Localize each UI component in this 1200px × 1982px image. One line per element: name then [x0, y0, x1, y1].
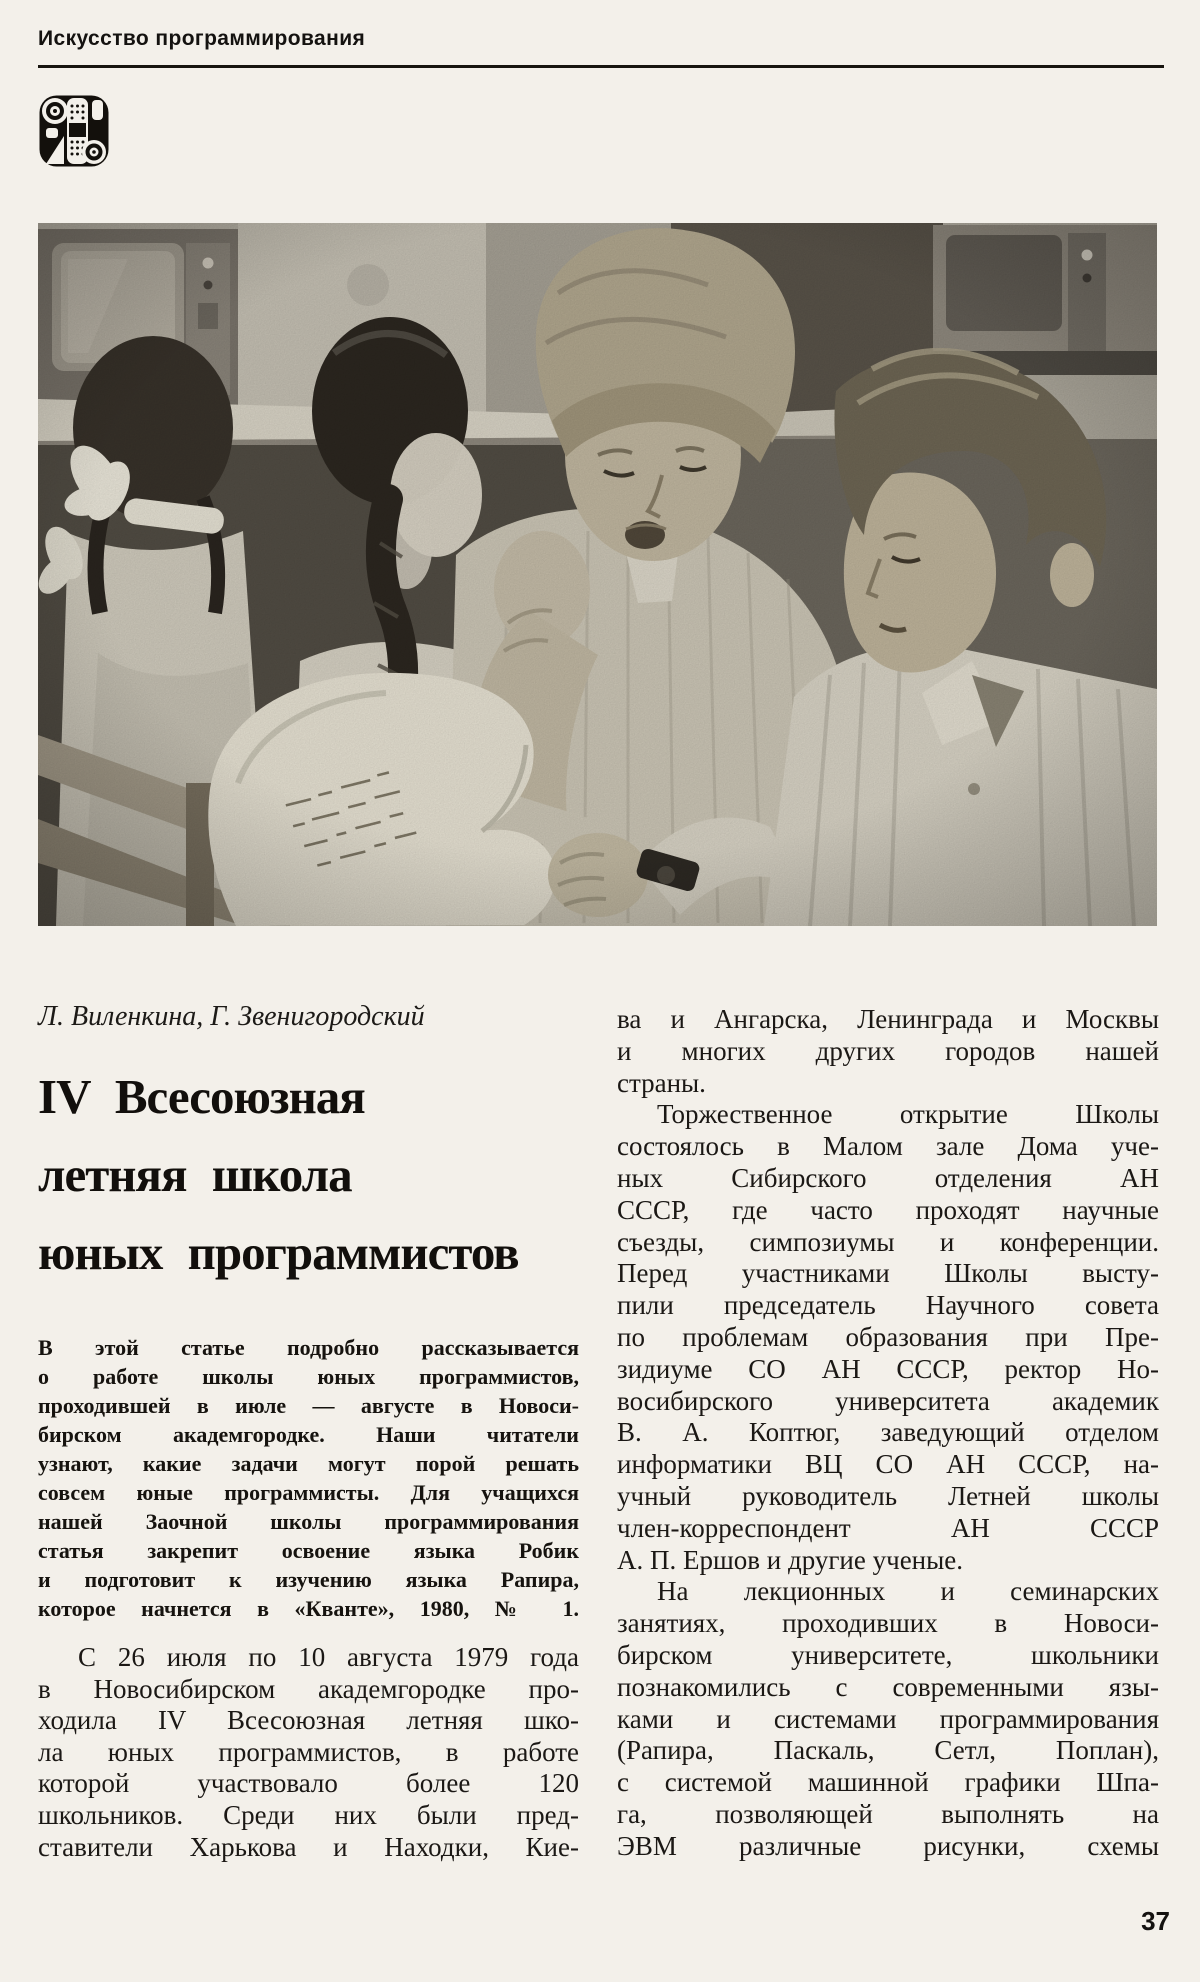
- body-line: На лекционных и семинарских: [657, 1576, 1159, 1607]
- body-line: пили председатель Научного совета: [617, 1290, 1159, 1321]
- article-title: [38, 1058, 598, 1292]
- body-line: бирском университете, школьники: [617, 1639, 1159, 1670]
- article-photo-illustration: [38, 223, 1157, 926]
- section-title: Искусство программирования: [38, 27, 366, 50]
- body-line: ла юных программистов, в работе: [38, 1736, 579, 1767]
- lead-paragraph: [38, 1333, 579, 1623]
- body-line: съезды, симпозиумы и конференции.: [617, 1226, 1159, 1257]
- photo-vignette: [38, 223, 1157, 926]
- authors-line: Л. Виленкина, Г. Звенигородский: [38, 1001, 425, 1032]
- body-line: В. А. Коптюг, заведующий отделом: [617, 1417, 1159, 1448]
- body-line: га, позволяющей выполнять на: [617, 1798, 1159, 1829]
- body-line: ЭВМ различные рисунки, схемы: [617, 1830, 1159, 1861]
- body-line: ками и системами программирования: [617, 1703, 1159, 1734]
- article-photo: [38, 223, 1157, 926]
- body-line: (Рапира, Паскаль, Сетл, Поплан),: [617, 1735, 1159, 1766]
- left-column: [38, 1642, 579, 1863]
- body-line: Перед участниками Школы высту-: [617, 1258, 1159, 1289]
- body-line: информатики ВЦ СО АН СССР, на-: [617, 1449, 1159, 1480]
- body-line: с системой машинной графики Шпа-: [617, 1767, 1159, 1798]
- body-line: ставители Харькова и Находки, Кие-: [38, 1831, 579, 1862]
- body-line: состоялось в Малом зале Дома уче-: [617, 1131, 1159, 1162]
- body-line: в Новосибирском академгородке про-: [38, 1673, 579, 1704]
- body-line: и многих других городов нашей: [617, 1035, 1159, 1066]
- page-number: 37: [1141, 1906, 1170, 1936]
- body-line: которой участвовало более 120: [38, 1768, 579, 1799]
- body-line: С 26 июля по 10 августа 1979 года: [78, 1642, 579, 1672]
- header-rule: [38, 65, 1164, 68]
- body-line: зидиуме СО АН СССР, ректор Но-: [617, 1353, 1159, 1384]
- lead-line: совсем юные программисты. Для учащихся: [38, 1480, 579, 1505]
- lead-line: узнают, какие задачи могут порой решать: [38, 1451, 579, 1476]
- body-line: занятиях, проходивших в Новоси-: [617, 1608, 1159, 1639]
- body-line: СССР, где часто проходят научные: [617, 1194, 1159, 1225]
- body-line: страны.: [617, 1067, 706, 1098]
- lead-line: и подготовит к изучению языка Рапира,: [38, 1567, 579, 1592]
- punched-tape-logo-icon: [38, 94, 110, 168]
- title-line: юных программистов: [38, 1225, 519, 1280]
- body-line: по проблемам образования при Пре-: [617, 1321, 1159, 1352]
- title-line: летняя школа: [38, 1147, 352, 1202]
- lead-line: нашей Заочной школы программирования: [38, 1509, 579, 1534]
- body-line: школьников. Среди них были пред-: [38, 1799, 579, 1830]
- lead-line: которое начнется в «Кванте», 1980, № 1.: [38, 1596, 579, 1621]
- body-line: ходила IV Всесоюзная летняя шко-: [38, 1705, 579, 1736]
- title-line: IV Всесоюзная: [38, 1069, 365, 1124]
- body-line: ва и Ангарска, Ленинграда и Москвы: [617, 1004, 1159, 1034]
- lead-line: о работе школы юных программистов,: [38, 1364, 579, 1389]
- body-line: Торжественное открытие Школы: [657, 1099, 1159, 1130]
- body-line: ных Сибирского отделения АН: [617, 1162, 1159, 1193]
- body-line: учный руководитель Летней школы: [617, 1480, 1159, 1511]
- body-line: познакомились с современными язы-: [617, 1671, 1159, 1702]
- lead-line: статья закрепит освоение языка Робик: [38, 1538, 579, 1563]
- body-line: восибирского университета академик: [617, 1385, 1159, 1416]
- body-line: член-корреспондент АН СССР: [617, 1512, 1159, 1543]
- right-column: [617, 1004, 1159, 1863]
- lead-line: бирском академгородке. Наши читатели: [38, 1422, 579, 1447]
- lead-line: В этой статье подробно рассказывается: [38, 1335, 579, 1360]
- body-line: А. П. Ершов и другие ученые.: [617, 1544, 964, 1575]
- lead-line: проходившей в июле — августе в Новоси-: [38, 1393, 579, 1418]
